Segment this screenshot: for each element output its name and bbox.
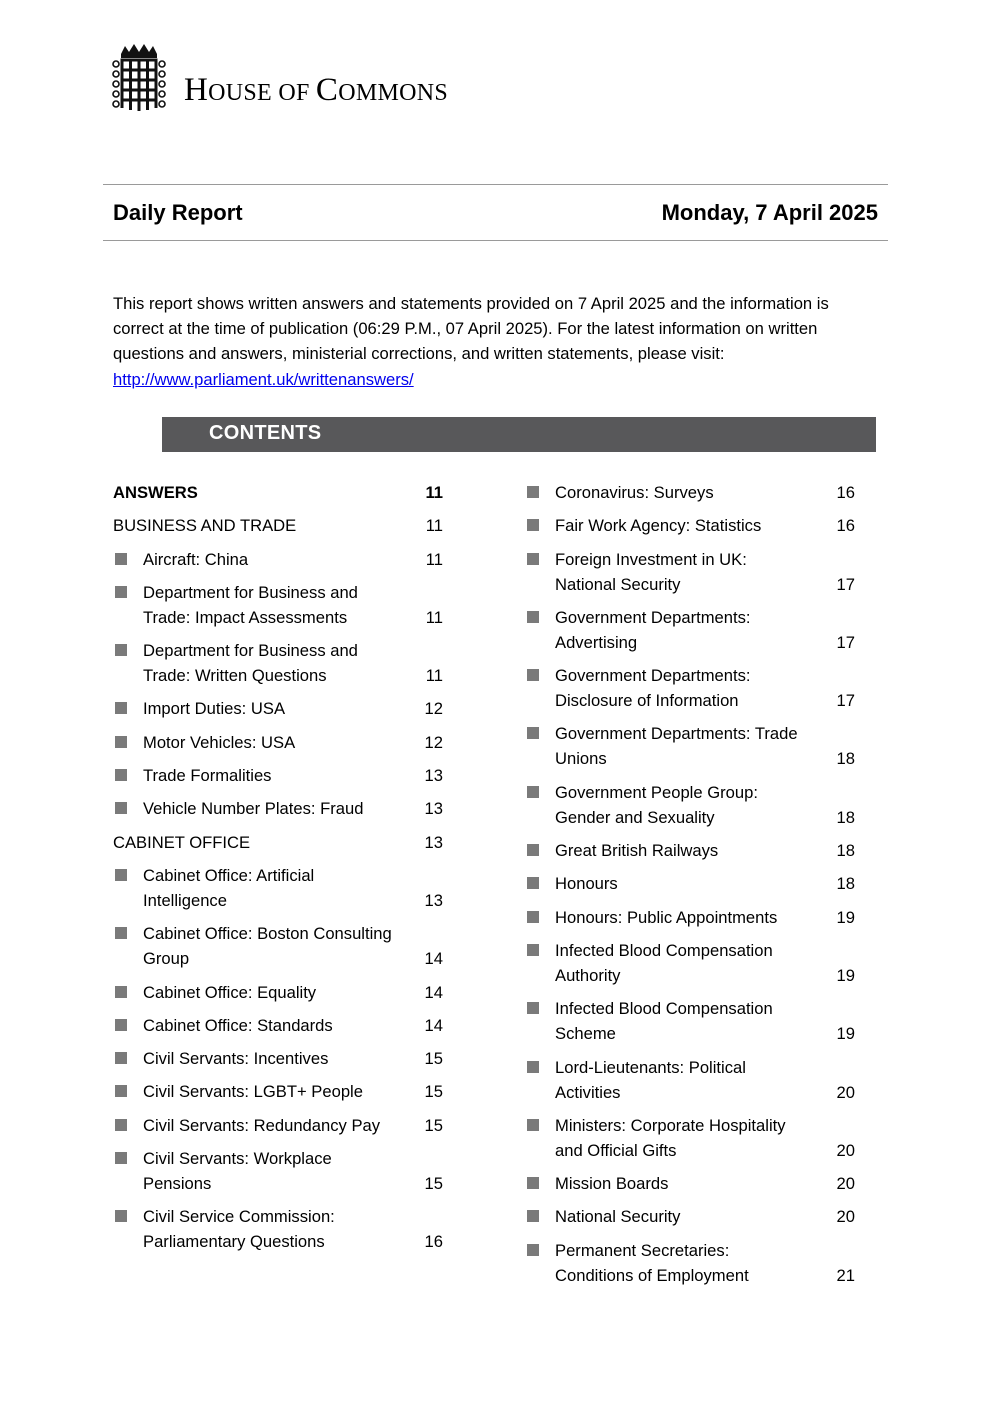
toc-page-number: 14 (424, 949, 443, 969)
toc-entry-title: Government People Group: Gender and Sexuality (555, 782, 758, 827)
square-bullet-icon (115, 644, 127, 656)
report-title: Daily Report (113, 200, 243, 225)
toc-entry-title: Government Departments: Advertising (555, 607, 751, 652)
toc-entry-title: Honours (555, 874, 618, 894)
toc-page-number: 19 (836, 965, 855, 985)
toc-entry[interactable] (113, 863, 453, 913)
toc-entry[interactable] (525, 480, 865, 505)
toc-entry[interactable] (525, 996, 865, 1046)
toc-page-number: 21 (836, 1265, 855, 1285)
toc-entry-title: Department for Business and Trade: Written Questions (143, 641, 358, 686)
toc-entry[interactable] (113, 547, 453, 572)
toc-page-number: 16 (424, 1232, 443, 1252)
toc-entry-title: Civil Servants: Redundancy Pay (143, 1115, 381, 1135)
square-bullet-icon (527, 1061, 539, 1073)
toc-entry[interactable] (113, 980, 453, 1005)
square-bullet-icon (527, 1210, 539, 1222)
toc-entry-title: Civil Servants: LGBT+ People (143, 1082, 363, 1102)
header-top-rule (103, 184, 888, 185)
toc-entry[interactable] (525, 1113, 865, 1163)
toc-entry[interactable] (113, 696, 453, 721)
square-bullet-icon (527, 877, 539, 889)
toc-page-number: 11 (425, 549, 443, 569)
square-bullet-icon (115, 986, 127, 998)
square-bullet-icon (115, 553, 127, 565)
toc-entry-title: Ministers: Corporate Hospitality and Official Gifts (555, 1115, 786, 1160)
toc-entry-title: CABINET OFFICE (113, 832, 251, 852)
square-bullet-icon (115, 802, 127, 814)
intro-paragraph (113, 291, 883, 392)
toc-page-number: 18 (836, 807, 855, 827)
square-bullet-icon (115, 1019, 127, 1031)
portcullis-icon (111, 44, 167, 112)
toc-page-number: 17 (836, 632, 855, 652)
toc-page-number: 18 (836, 841, 855, 861)
report-date: Monday, 7 April 2025 (661, 200, 878, 225)
square-bullet-icon (115, 927, 127, 939)
toc-entry[interactable] (113, 1146, 453, 1196)
toc-entry-title: Infected Blood Compensation Scheme (555, 999, 773, 1044)
toc-entry[interactable] (525, 663, 865, 713)
toc-entry[interactable] (525, 721, 865, 771)
square-bullet-icon (115, 736, 127, 748)
toc-entry-title: Cabinet Office: Equality (143, 982, 317, 1002)
toc-page-number: 13 (424, 766, 443, 786)
toc-page-number: 15 (424, 1115, 443, 1135)
toc-entry-title: Trade Formalities (143, 766, 272, 786)
toc-page-number: 19 (836, 1024, 855, 1044)
toc-entry-title: Cabinet Office: Artificial Intelligence (143, 865, 315, 910)
toc-entry[interactable] (113, 730, 453, 755)
toc-section-heading[interactable] (113, 480, 453, 505)
toc-entry-title: Civil Servants: Incentives (143, 1049, 329, 1069)
square-bullet-icon (115, 769, 127, 781)
toc-page-number: 19 (836, 907, 855, 927)
toc-entry[interactable] (113, 796, 453, 821)
toc-entry[interactable] (525, 547, 865, 597)
toc-page-number: 11 (425, 666, 443, 686)
toc-page-number: 17 (836, 574, 855, 594)
toc-page-number: 14 (424, 982, 443, 1002)
toc-page-number: 16 (836, 483, 855, 502)
toc-page-number: 20 (836, 1174, 855, 1194)
toc-page-number: 11 (425, 607, 443, 627)
square-bullet-icon (527, 1119, 539, 1131)
square-bullet-icon (115, 1210, 127, 1222)
toc-entry-title: Coronavirus: Surveys (555, 483, 714, 502)
toc-entry[interactable] (525, 605, 865, 655)
contents-heading: CONTENTS (209, 422, 322, 444)
toc-entry-title: Civil Service Commission: Parliamentary Questions (143, 1207, 335, 1252)
toc-entry-title: Infected Blood Compensation Authority (555, 940, 773, 985)
toc-entry[interactable] (525, 1055, 865, 1105)
header-bottom-rule (103, 240, 888, 241)
toc-entry[interactable] (525, 871, 865, 896)
toc-entry-title: Lord-Lieutenants: Political Activities (555, 1057, 746, 1102)
toc-entry[interactable] (525, 780, 865, 830)
toc-entry-title: Motor Vehicles: USA (143, 732, 296, 752)
toc-section-heading[interactable] (113, 830, 453, 855)
logo-wordmark: HOUSE OF COMMONS (184, 72, 449, 108)
toc-entry-title: BUSINESS AND TRADE (113, 516, 297, 536)
toc-entry[interactable] (525, 1171, 865, 1196)
toc-entry-title: Vehicle Number Plates: Fraud (143, 799, 364, 819)
square-bullet-icon (527, 911, 539, 923)
toc-entry-title: National Security (555, 1207, 681, 1227)
toc-entry[interactable] (525, 938, 865, 988)
intro-text: This report shows written answers and statements provided on 7 April 2025 and the information is correct at the time of publication (06:29 P.M., 07 April 2025). For the latest information on written questions and answers, ministerial corrections, and written statements, please visit: (113, 294, 829, 364)
toc-page-number: 15 (424, 1082, 443, 1102)
house-of-commons-logo (111, 44, 449, 112)
toc-entry-title: Government Departments: Disclosure of Information (555, 666, 751, 711)
toc-entry-title: Foreign Investment in UK: National Security (555, 549, 747, 594)
square-bullet-icon (115, 586, 127, 598)
toc-entry[interactable] (525, 513, 865, 538)
toc-entry-title: Honours: Public Appointments (555, 907, 778, 927)
toc-entry-title: Cabinet Office: Standards (143, 1015, 333, 1035)
square-bullet-icon (115, 869, 127, 881)
square-bullet-icon (527, 786, 539, 798)
square-bullet-icon (527, 844, 539, 856)
square-bullet-icon (527, 611, 539, 623)
square-bullet-icon (527, 944, 539, 956)
toc-entry[interactable] (113, 1013, 453, 1038)
toc-page-number: 11 (425, 516, 443, 536)
square-bullet-icon (527, 1177, 539, 1189)
toc-entry[interactable] (525, 905, 865, 930)
toc-entry[interactable] (113, 638, 453, 688)
toc-entry-title: Great British Railways (555, 841, 719, 861)
written-answers-link[interactable]: http://www.parliament.uk/writtenanswers/ (113, 369, 414, 389)
square-bullet-icon (527, 519, 539, 531)
toc-entry-title: Civil Servants: Workplace Pensions (143, 1149, 332, 1194)
toc-entry[interactable] (113, 1204, 453, 1254)
toc-page-number: 12 (424, 699, 443, 719)
square-bullet-icon (527, 669, 539, 681)
toc-entry-title: Mission Boards (555, 1174, 669, 1194)
toc-entry[interactable] (525, 1238, 865, 1288)
toc-entry-title: Fair Work Agency: Statistics (555, 516, 762, 536)
toc-page-number: 20 (836, 1207, 855, 1227)
toc-entry-title: Aircraft: China (143, 549, 249, 569)
toc-entry-title: Government Departments: Trade Unions (555, 724, 798, 769)
toc-left-column (113, 480, 453, 1263)
toc-entry[interactable] (113, 1079, 453, 1104)
toc-page-number: 13 (424, 890, 443, 910)
toc-entry[interactable] (113, 763, 453, 788)
toc-entry-title: Department for Business and Trade: Impact Assessments (143, 582, 358, 627)
toc-page-number: 20 (836, 1082, 855, 1102)
square-bullet-icon (527, 1244, 539, 1256)
square-bullet-icon (527, 727, 539, 739)
square-bullet-icon (527, 486, 539, 498)
toc-page-number: 13 (424, 832, 443, 852)
toc-page-number: 17 (836, 691, 855, 711)
square-bullet-icon (527, 1002, 539, 1014)
toc-page-number: 14 (424, 1015, 443, 1035)
square-bullet-icon (527, 553, 539, 565)
square-bullet-icon (115, 702, 127, 714)
toc-entry[interactable] (113, 1113, 453, 1138)
toc-page-number: 18 (836, 749, 855, 769)
square-bullet-icon (115, 1085, 127, 1097)
toc-entry[interactable] (113, 1046, 453, 1071)
toc-entry-title: Cabinet Office: Boston Consulting Group (143, 924, 392, 969)
toc-page-number: 11 (425, 483, 443, 502)
toc-page-number: 15 (424, 1049, 443, 1069)
toc-entry[interactable] (525, 838, 865, 863)
toc-entry-title: Permanent Secretaries: Conditions of Employment (555, 1240, 749, 1285)
toc-entry-title: ANSWERS (113, 483, 198, 502)
square-bullet-icon (115, 1052, 127, 1064)
toc-page-number: 15 (424, 1174, 443, 1194)
contents-banner (162, 417, 876, 452)
toc-page-number: 16 (836, 516, 855, 536)
toc-page-number: 13 (424, 799, 443, 819)
toc-entry-title: Import Duties: USA (143, 699, 286, 719)
toc-right-column (525, 480, 865, 1296)
toc-page-number: 20 (836, 1140, 855, 1160)
square-bullet-icon (115, 1152, 127, 1164)
toc-section-heading[interactable] (113, 513, 453, 538)
toc-page-number: 12 (424, 732, 443, 752)
toc-entry[interactable] (113, 580, 453, 630)
toc-page-number: 18 (836, 874, 855, 894)
toc-entry[interactable] (525, 1204, 865, 1229)
toc-entry[interactable] (113, 921, 453, 971)
square-bullet-icon (115, 1119, 127, 1131)
